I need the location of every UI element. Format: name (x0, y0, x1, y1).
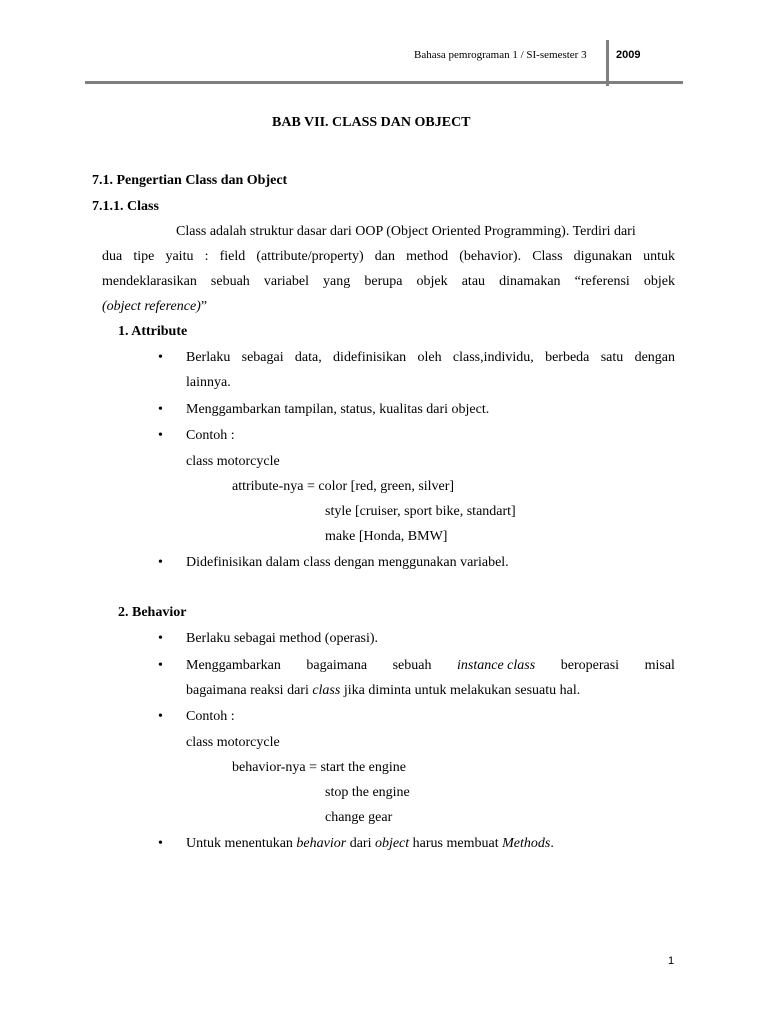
text-run-italic: class (312, 683, 341, 698)
header-divider-vertical (606, 40, 609, 86)
behavior-bullet-1: Berlaku sebagai method (operasi). (186, 631, 379, 646)
attribute-code-attr: attribute-nya = color [red, green, silver] (232, 479, 455, 494)
attribute-code-class: class motorcycle (186, 454, 280, 469)
attribute-bullet-1-line-2: lainnya. (186, 375, 231, 390)
word-instance-class: instance class (457, 658, 536, 673)
text-run-italic: behavior (296, 836, 347, 851)
behavior-code-gear: change gear (325, 810, 393, 825)
page-number: 1 (668, 955, 675, 967)
intro-line-2: dua tipe yaitu : field (attribute/property) dan method (behavior). Class digunakan untuk (102, 249, 675, 264)
bullet-icon: • (158, 709, 163, 724)
behavior-bullet-4 (186, 836, 554, 852)
behavior-bullet-2-line-2 (186, 683, 580, 699)
word: misal (644, 658, 675, 673)
attribute-bullet-2: Menggambarkan tampilan, status, kualitas dari object. (186, 402, 490, 417)
text-run-italic: object (374, 836, 410, 851)
text-run: dari (346, 836, 375, 851)
behavior-code-start: behavior-nya = start the engine (232, 760, 406, 775)
bullet-icon: • (158, 350, 163, 365)
bullet-icon: • (158, 658, 163, 673)
attribute-code-style: style [cruiser, sport bike, standart] (325, 504, 516, 519)
text-run-italic: Methods (502, 836, 551, 851)
intro-closing-quote: ” (200, 299, 208, 314)
attribute-heading: 1. Attribute (118, 324, 188, 339)
word: beroperasi (560, 658, 620, 673)
behavior-code-class: class motorcycle (186, 735, 280, 750)
behavior-code-stop: stop the engine (325, 785, 410, 800)
intro-object-reference: (object reference) (102, 299, 201, 314)
behavior-bullet-2-line-1 (186, 658, 675, 674)
text-run: bagaimana reaksi dari (186, 683, 313, 698)
attribute-bullet-1-line-1: Berlaku sebagai data, didefinisikan oleh class,individu, berbeda satu dengan (186, 350, 675, 365)
attribute-code-make: make [Honda, BMW] (325, 529, 448, 544)
chapter-title: BAB VII. CLASS DAN OBJECT (272, 115, 471, 130)
text-run: harus membuat (409, 836, 503, 851)
text-run: jika diminta untuk melakukan sesuatu hal. (340, 683, 581, 698)
text-run: . (550, 836, 554, 851)
subsection-heading: 7.1.1. Class (92, 199, 159, 214)
bullet-icon: • (158, 555, 163, 570)
header-divider-horizontal (85, 81, 683, 84)
word: Menggambarkan (186, 658, 281, 673)
header-course: Bahasa pemrograman 1 / SI-semester 3 (414, 49, 587, 61)
word: bagaimana (306, 658, 368, 673)
behavior-bullet-3: Contoh : (186, 709, 235, 724)
behavior-heading: 2. Behavior (118, 605, 187, 620)
intro-line-4 (102, 299, 207, 315)
section-heading: 7.1. Pengertian Class dan Object (92, 173, 288, 188)
text-run: Untuk menentukan (186, 836, 297, 851)
intro-line-3: mendeklarasikan sebuah variabel yang berupa objek atau dinamakan “referensi objek (102, 274, 675, 289)
word: sebuah (392, 658, 432, 673)
bullet-icon: • (158, 428, 163, 443)
bullet-icon: • (158, 631, 163, 646)
intro-line-1: Class adalah struktur dasar dari OOP (Object Oriented Programming). Terdiri dari (176, 224, 636, 239)
attribute-bullet-3: Contoh : (186, 428, 235, 443)
bullet-icon: • (158, 836, 163, 851)
attribute-bullet-4: Didefinisikan dalam class dengan menggunakan variabel. (186, 555, 509, 570)
bullet-icon: • (158, 402, 163, 417)
header-year: 2009 (616, 49, 641, 61)
